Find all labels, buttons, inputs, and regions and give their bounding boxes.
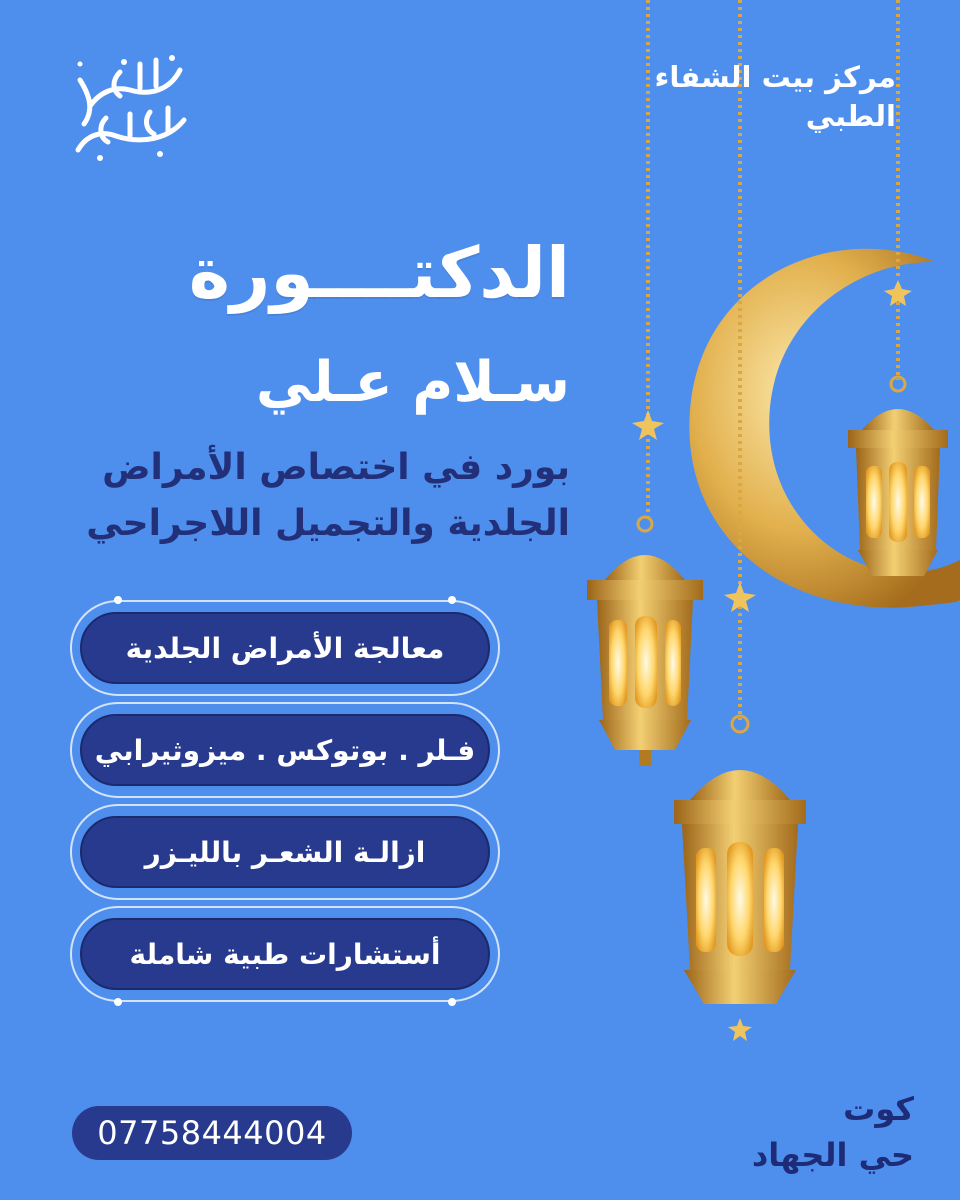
crescent-moon-icon: [689, 249, 960, 608]
service-label: ازالـة الشعـر بالليـزر: [80, 816, 490, 888]
doctor-name: سـلام عـلي: [255, 350, 570, 415]
services-list: [70, 600, 500, 1008]
specialty-line2: الجلدية والتجميل اللاجراحي: [86, 502, 570, 544]
doctor-title: الدكتــــورة: [188, 232, 570, 314]
service-label: معالجة الأمراض الجلدية: [80, 612, 490, 684]
service-item: [70, 702, 500, 804]
frame-dot: [448, 596, 456, 604]
service-item: [70, 906, 500, 1008]
service-label: أستشارات طبية شاملة: [80, 918, 490, 990]
lantern-icon: [587, 517, 703, 766]
frame-dot: [114, 998, 122, 1006]
phone-number[interactable]: 07758444004: [72, 1106, 352, 1160]
doctor-specialty: [50, 440, 570, 552]
address: [694, 1086, 914, 1179]
lantern-icon: [674, 716, 806, 1004]
frame-dot: [114, 596, 122, 604]
service-item: [70, 804, 500, 906]
service-item: [70, 600, 500, 702]
center-name: [636, 58, 896, 136]
frame-dot: [448, 998, 456, 1006]
center-name-line2: الطبي: [805, 99, 896, 134]
center-name-line1: مركز بيت الشفاء: [654, 60, 896, 94]
address-district: حي الجهاد: [751, 1136, 914, 1175]
specialty-line1: بورد في اختصاص الأمراض: [102, 447, 570, 488]
ramadan-kareem-calligraphy-icon: [60, 50, 200, 170]
lantern-icon: [848, 377, 948, 576]
star-icon: [632, 280, 912, 1041]
service-label: فـلر . بوتوكس . ميزوثيرابي: [80, 714, 490, 786]
address-city: كوت: [843, 1090, 914, 1128]
